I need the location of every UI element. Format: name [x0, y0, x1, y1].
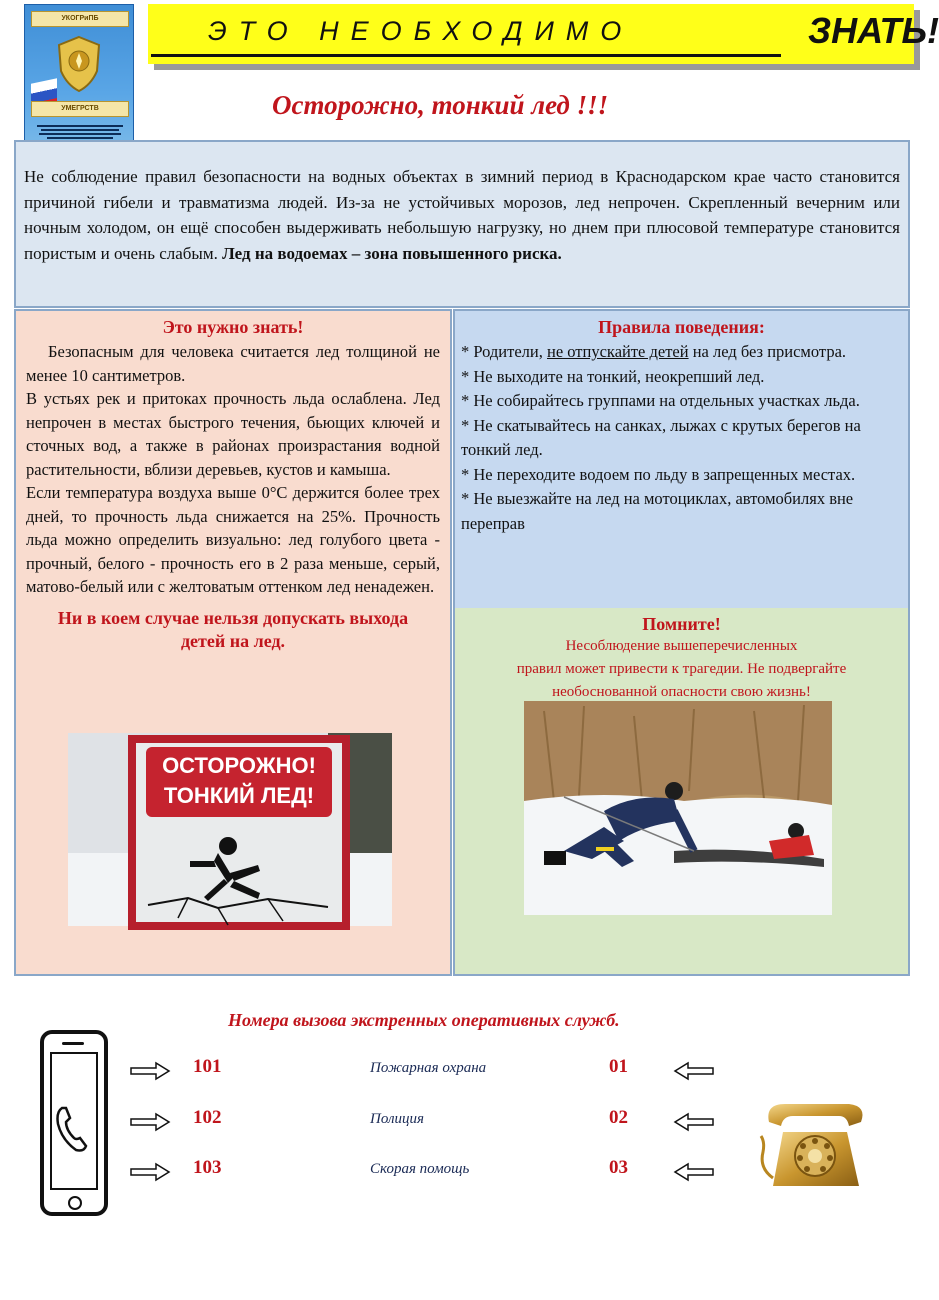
arrow-left-icon: [674, 1062, 714, 1080]
sign-line2: ТОНКИЙ ЛЕД!: [163, 783, 315, 808]
arrow-right-icon: [130, 1062, 170, 1080]
emblem-caption: [33, 123, 127, 141]
service-name: Пожарная охрана: [370, 1060, 487, 1076]
intro-box: [14, 140, 910, 308]
rotary-telephone-icon: [755, 1098, 875, 1198]
rule-text: на лед без присмотра.: [688, 342, 847, 361]
intro-paragraph: [24, 164, 900, 266]
mobile-number: 102: [193, 1107, 222, 1128]
phone-speaker: [62, 1042, 84, 1045]
emblem-ribbon-top: УКОГРиПБ: [31, 11, 129, 27]
arrow-right-icon: [130, 1113, 170, 1131]
remember-line: правил может привести к трагедии. Не подвергайте: [516, 661, 847, 677]
landline-number: 02: [609, 1107, 628, 1128]
remember-line: Несоблюдение вышеперечисленных: [565, 638, 798, 654]
intro-bold: Лед на водоемах – зона повышенного риска.: [222, 243, 562, 263]
rule-text: * Родители,: [461, 342, 547, 361]
banner-title: ЭТО НЕОБХОДИМО: [208, 16, 634, 46]
remember-heading: Помните!: [642, 614, 721, 634]
emergency-title: Номера вызова экстренных оперативных служб.: [228, 1010, 620, 1030]
list-item: * Не собирайтесь группами на отдельных участках льда.: [461, 391, 860, 410]
intro-text: Не соблюдение правил безопасности на водных объектах в зимний период в Краснодарском крае часто становится причиной гибели и травматизма людей. Из-за не устойчивых морозов, лед непрочен. Скрепленный вечерним или ночным холодом, он ещё способен выдерживать небольшую нагрузку, но днем при плюсовой температуре становится пористым и очень слабым.: [24, 167, 900, 263]
know-paragraph: В устьях рек и притоках прочность льда ослаблена. Лед непрочен в местах быстрого течения, бьющих ключей и сточных вод, а также в районах произрастания водной растительности, вблизи деревьев, кустов и камыша.: [26, 389, 440, 479]
list-item: * Не скатывайтесь на санках, лыжах с крутых берегов на тонкий лед.: [461, 415, 861, 459]
list-item: [461, 340, 902, 365]
banner-underline: [151, 54, 781, 57]
emblem-ribbon-bottom: УМЕГРСТВ: [31, 101, 129, 117]
know-paragraph: Если температура воздуха выше 0°С держится более трех дней, то прочность льда снижается на 25%. Прочность льда можно определить визуально: лед голубого цвета - прочный, белого - прочность его в 2 раза меньше, серый, матово-белый или с желтоватым оттенком лед ненадежен.: [26, 483, 440, 596]
thin-ice-sign-photo: [68, 733, 392, 926]
know-paragraph: Безопасным для человека считается лед толщиной не менее 10 сантиметров.: [26, 342, 440, 385]
banner-emphasis: ЗНАТЬ!: [808, 10, 939, 51]
arrow-left-icon: [674, 1113, 714, 1131]
list-item: * Не переходите водоем по льду в запрещенных местах.: [461, 464, 856, 484]
rescue-illustration: [524, 701, 832, 915]
list-item: * Не выходите на тонкий, неокрепший лед.: [461, 366, 765, 386]
rules-column: [453, 309, 910, 609]
phone-home-button: [68, 1196, 82, 1210]
shield-icon: [55, 35, 103, 93]
rule-underlined: не отпускайте детей: [547, 342, 689, 361]
know-heading: Это нужно знать!: [162, 317, 304, 337]
service-name: Скорая помощь: [370, 1161, 470, 1177]
remember-block: [455, 614, 908, 704]
rules-heading: Правила поведения:: [598, 317, 765, 337]
mobile-number: 103: [193, 1157, 222, 1178]
header-banner: [148, 4, 939, 64]
arrow-right-icon: [130, 1163, 170, 1181]
emergency-row: [0, 1056, 914, 1086]
sign-illustration: [68, 733, 392, 926]
ice-rescue-photo: [524, 701, 832, 915]
know-body: [26, 340, 440, 599]
emblem-logo: [24, 4, 134, 154]
list-item: * Не выезжайте на лед на мотоциклах, автомобилях вне переправ: [461, 489, 854, 533]
landline-number: 03: [609, 1157, 628, 1178]
mobile-number: 101: [193, 1056, 222, 1077]
landline-number: 01: [609, 1056, 628, 1077]
service-name: Полиция: [370, 1111, 424, 1127]
sign-line1: ОСТОРОЖНО!: [162, 753, 316, 778]
arrow-left-icon: [674, 1163, 714, 1181]
page-title: Осторожно, тонкий лед !!!: [272, 90, 609, 120]
remember-line: необоснованной опасности свою жизнь!: [552, 684, 811, 700]
children-warning: Ни в коем случае нельзя допускать выхода детей на лед.: [57, 607, 409, 651]
rules-list: [461, 340, 902, 536]
